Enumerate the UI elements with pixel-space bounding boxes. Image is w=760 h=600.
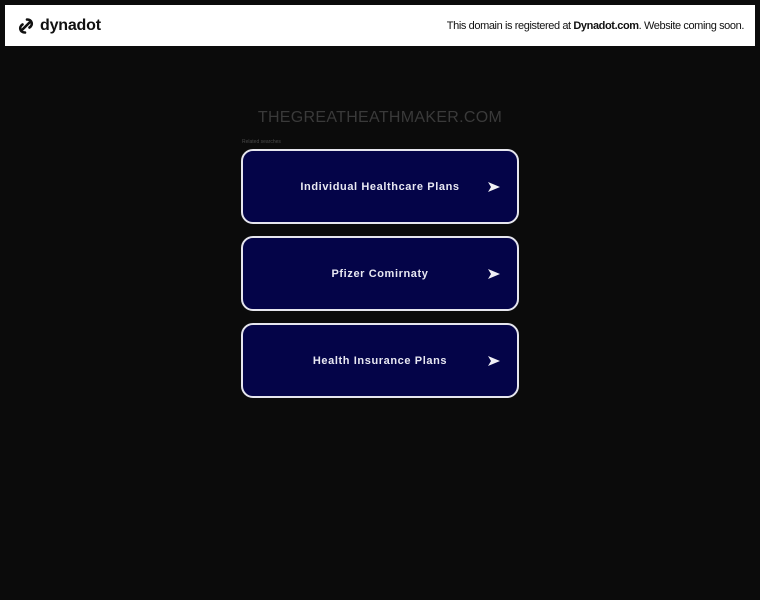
- arrow-right-icon: [488, 356, 500, 366]
- related-link-pfizer-comirnaty[interactable]: [241, 236, 519, 311]
- arrow-right-icon: [488, 269, 500, 279]
- dynadot-logo-icon: [16, 16, 36, 36]
- arrow-right-icon: [488, 182, 500, 192]
- related-link-label: Pfizer Comirnaty: [331, 267, 429, 280]
- related-link-individual-healthcare-plans[interactable]: [241, 149, 519, 224]
- related-link-label: Health Insurance Plans: [312, 354, 448, 367]
- related-link-label: Individual Healthcare Plans: [300, 180, 460, 193]
- dynadot-brand[interactable]: [16, 16, 101, 36]
- notice-brand-link[interactable]: Dynadot.com: [573, 19, 639, 32]
- related-searches-label: Related searches: [242, 139, 281, 145]
- registration-notice: [447, 20, 744, 32]
- notice-prefix: This domain is registered at: [446, 19, 574, 32]
- related-link-health-insurance-plans[interactable]: [241, 323, 519, 398]
- brand-name: dynadot: [40, 16, 101, 34]
- related-links-list: [241, 149, 519, 410]
- top-banner: [5, 5, 755, 46]
- domain-title: THEGREATHEATHMAKER.COM: [257, 109, 503, 126]
- notice-suffix: . Website coming soon.: [638, 19, 744, 32]
